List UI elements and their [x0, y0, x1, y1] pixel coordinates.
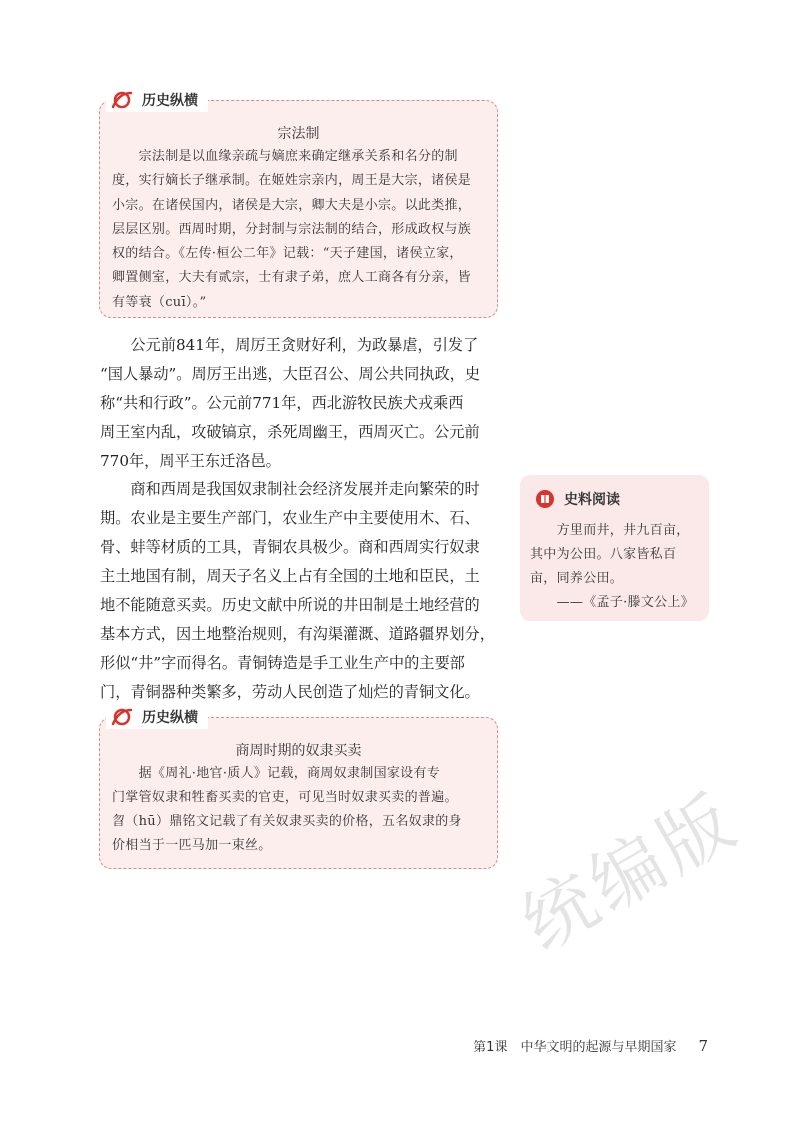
source-reading-box — [520, 475, 709, 621]
text-line: 其中为公田。八家皆私百 — [530, 547, 677, 562]
box-2-header — [106, 705, 208, 729]
box-2-heading: 商周时期的奴隶买卖 — [235, 743, 362, 759]
text-line: 度，实行嫡长子继承制。在姬姓宗亲内，周王是大宗，诸侯是 — [112, 173, 472, 189]
text-line: 小宗。在诸侯国内，诸侯是大宗，卿大夫是小宗。以此类推， — [112, 197, 472, 213]
text-line: 卿置侧室，大夫有贰宗，士有隶子弟，庶人工商各有分亲，皆 — [112, 270, 472, 286]
text-line: 门，青铜器种类繁多，劳动人民创造了灿烂的青铜文化。 — [100, 683, 480, 701]
text-line: 骨、蚌等材质的工具，青铜农具极少。商和西周实行奴隶 — [100, 538, 480, 556]
text-line: 期。农业是主要生产部门，农业生产中主要使用木、石、 — [100, 509, 480, 527]
source-reading-text — [530, 519, 694, 615]
history-swirl-icon — [110, 707, 134, 727]
text-line: 商和西周是我国奴隶制社会经济发展并走向繁荣的时 — [100, 480, 480, 498]
text-line: 地不能随意买卖。历史文献中所说的井田制是土地经营的 — [100, 596, 480, 614]
box-2-text — [112, 762, 462, 858]
text-line: 权的结合。《左传·桓公二年》记载：“天子建国，诸侯立家， — [112, 246, 463, 262]
box-1-header — [106, 88, 208, 112]
text-line: 周王室内乱，攻破镐京，杀死周幽王，西周灭亡。公元前 — [100, 423, 480, 441]
text-line: 层层区别。西周时期，分封制与宗法制的结合，形成政权与族 — [112, 221, 472, 237]
paragraph-2 — [100, 475, 500, 707]
text-line: 基本方式，因土地整治规则，有沟渠灌溉、道路疆界划分， — [100, 625, 495, 643]
text-line: 称“共和行政”。公元前771年，西北游牧民族犬戎乘西 — [100, 394, 464, 412]
history-panorama-box-1 — [99, 93, 498, 318]
source-reading-header — [536, 489, 620, 509]
box-1-label: 历史纵横 — [142, 93, 198, 109]
paragraph-1 — [100, 331, 500, 476]
text-line: 宗法制是以血缘亲疏与嫡庶来确定继承关系和名分的制 — [112, 149, 458, 164]
history-panorama-box-2 — [99, 710, 498, 869]
lesson-title: 第1课 中华文明的起源与早期国家 — [473, 1040, 677, 1055]
text-line: “国人暴动”。周厉王出逃，大臣召公、周公共同执政，史 — [100, 365, 481, 383]
box-1-text — [112, 145, 471, 315]
text-line: 曶（hū）鼎铭文记载了有关奴隶买卖的价格，五名奴隶的身 — [112, 814, 462, 829]
page-number: 7 — [698, 1037, 708, 1055]
box-1-heading: 宗法制 — [277, 126, 320, 142]
text-line: 公元前841年，周厉王贪财好利，为政暴虐，引发了 — [100, 336, 479, 354]
text-line: 主土地国有制，周天子名义上占有全国的土地和臣民，土 — [100, 567, 480, 585]
text-line: ——《孟子·滕文公上》 — [530, 595, 695, 610]
text-line: 据《周礼·地官·质人》记载，商周奴隶制国家设有专 — [112, 766, 441, 781]
text-line: 亩，同养公田。 — [530, 571, 624, 586]
history-swirl-icon — [110, 90, 134, 110]
source-reading-label: 史料阅读 — [564, 492, 620, 508]
text-line: 价相当于一匹马加一束丝。 — [112, 838, 272, 853]
page-footer — [473, 1036, 708, 1055]
text-line: 有等衰（cuī）。” — [112, 294, 207, 310]
text-line: 方里而井，井九百亩， — [530, 523, 690, 538]
text-line: 门掌管奴隶和牲畜买卖的官吏，可见当时奴隶买卖的普遍。 — [112, 790, 458, 805]
book-icon — [536, 490, 554, 508]
edition-watermark: 统编版 — [508, 776, 753, 967]
box-2-label: 历史纵横 — [142, 710, 198, 726]
text-line: 形似“井”字而得名。青铜铸造是手工业生产中的主要部 — [100, 654, 465, 672]
text-line: 770年，周平王东迁洛邑。 — [100, 452, 281, 470]
